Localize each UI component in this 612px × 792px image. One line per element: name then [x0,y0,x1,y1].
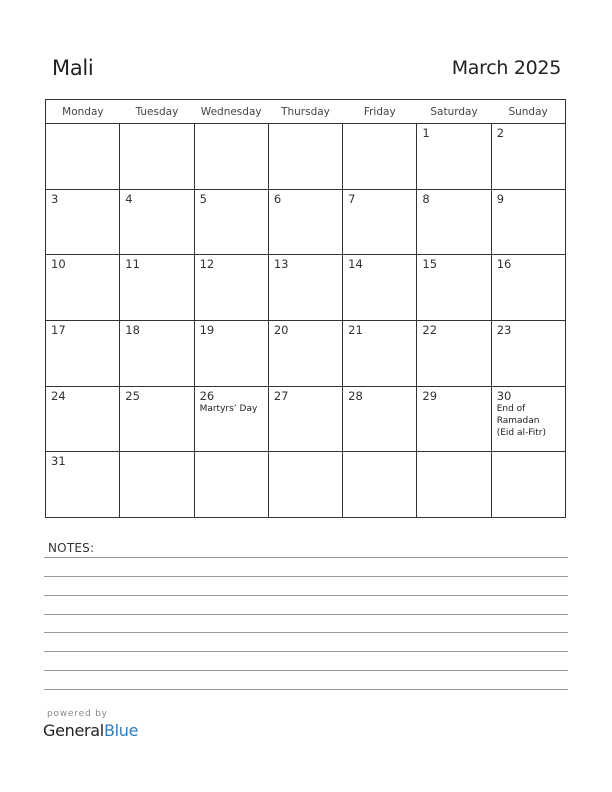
day-cell[interactable] [268,386,342,452]
day-number: 10 [51,257,66,272]
day-cell[interactable] [491,452,565,518]
day-cell[interactable] [417,189,491,255]
day-cell[interactable] [268,452,342,518]
note-line [44,614,568,615]
holiday-label: Martyrs’ Day [199,403,258,414]
day-number: 16 [496,257,512,272]
day-number: 27 [273,388,289,403]
day-cell[interactable] [268,255,342,321]
day-number: 13 [273,257,289,272]
day-cell[interactable] [120,321,194,387]
day-cell[interactable] [343,321,417,387]
day-number [343,452,416,455]
week-row [46,189,566,255]
day-cell[interactable] [120,124,194,190]
day-cell[interactable] [417,124,491,190]
note-line [44,576,568,577]
day-number [269,124,342,127]
day-number: 30 [496,388,512,403]
note-line [44,651,568,652]
day-cell[interactable] [417,452,491,518]
day-cell[interactable] [46,189,120,255]
day-number: 26 [199,388,215,403]
weekday-header: Friday [343,100,417,124]
day-number: 31 [51,454,66,469]
note-line [44,632,568,633]
note-line [44,670,568,671]
holiday-label: End of Ramadan (Eid al-Fitr) [496,403,546,438]
day-cell[interactable] [491,255,565,321]
day-number [269,452,342,455]
note-line [44,689,568,690]
day-cell[interactable] [46,386,120,452]
day-number: 12 [199,257,215,272]
country-title: Mali [52,56,94,80]
day-number: 20 [273,323,289,338]
day-cell[interactable] [268,189,342,255]
day-cell[interactable] [46,321,120,387]
month-year-title: March 2025 [451,57,561,79]
day-number: 28 [348,388,363,403]
weekday-header: Tuesday [120,100,194,124]
day-number: 24 [51,388,66,403]
day-number [120,452,193,455]
weekday-header: Saturday [417,100,491,124]
day-number: 21 [348,323,363,338]
day-number [120,124,193,127]
day-number: 19 [199,323,215,338]
day-cell[interactable] [417,321,491,387]
day-number [417,452,490,455]
day-cell[interactable] [417,255,491,321]
note-line [44,595,568,596]
day-cell[interactable] [343,124,417,190]
day-cell[interactable] [120,386,194,452]
brand-blue: Blue [103,721,139,740]
note-line [44,557,568,558]
weekday-header: Wednesday [194,100,268,124]
week-row [46,321,566,387]
powered-by-text: powered by [47,709,108,719]
day-cell[interactable] [194,386,268,452]
day-number: 18 [125,323,140,338]
day-number: 7 [348,191,356,206]
weekday-header-row [46,100,566,124]
day-number [195,452,268,455]
day-number: 15 [422,257,438,272]
day-cell[interactable] [194,255,268,321]
day-number: 1 [422,126,430,140]
day-cell[interactable] [194,452,268,518]
day-cell[interactable] [268,124,342,190]
day-number: 8 [422,191,430,206]
notes-label: NOTES: [48,541,95,555]
day-cell[interactable] [343,386,417,452]
week-row [46,386,566,452]
day-cell[interactable] [343,255,417,321]
day-cell[interactable] [491,189,565,255]
day-cell[interactable] [194,189,268,255]
day-cell[interactable] [194,321,268,387]
day-cell[interactable] [491,321,565,387]
day-number: 14 [348,257,363,272]
day-number: 17 [51,323,66,338]
day-cell[interactable] [343,452,417,518]
calendar-grid [45,99,566,518]
day-number: 23 [496,323,512,338]
day-number: 3 [51,191,59,206]
day-cell[interactable] [491,386,565,452]
day-cell[interactable] [120,452,194,518]
day-cell[interactable] [46,124,120,190]
day-cell[interactable] [491,124,565,190]
day-number: 5 [199,191,207,206]
week-row [46,255,566,321]
day-cell[interactable] [46,255,120,321]
week-row [46,452,566,518]
brand-general: General [43,721,104,740]
day-number [492,452,565,455]
day-number [343,124,416,127]
day-number: 11 [125,257,140,272]
day-cell[interactable] [417,386,491,452]
day-cell[interactable] [194,124,268,190]
day-number [46,124,119,127]
weekday-header: Thursday [268,100,342,124]
day-cell[interactable] [120,255,194,321]
week-row [46,124,566,190]
weekday-header: Sunday [491,100,565,124]
day-number [195,124,268,127]
day-number: 29 [422,388,438,403]
day-cell[interactable] [120,189,194,255]
day-number: 25 [125,388,140,403]
day-number: 9 [496,191,505,206]
day-number: 2 [496,126,505,140]
weekday-header: Monday [46,100,120,124]
day-cell[interactable] [46,452,120,518]
day-number: 4 [125,191,133,206]
brand-logo[interactable] [43,721,138,740]
day-cell[interactable] [343,189,417,255]
day-cell[interactable] [268,321,342,387]
day-number: 22 [422,323,438,338]
day-number: 6 [273,191,282,206]
